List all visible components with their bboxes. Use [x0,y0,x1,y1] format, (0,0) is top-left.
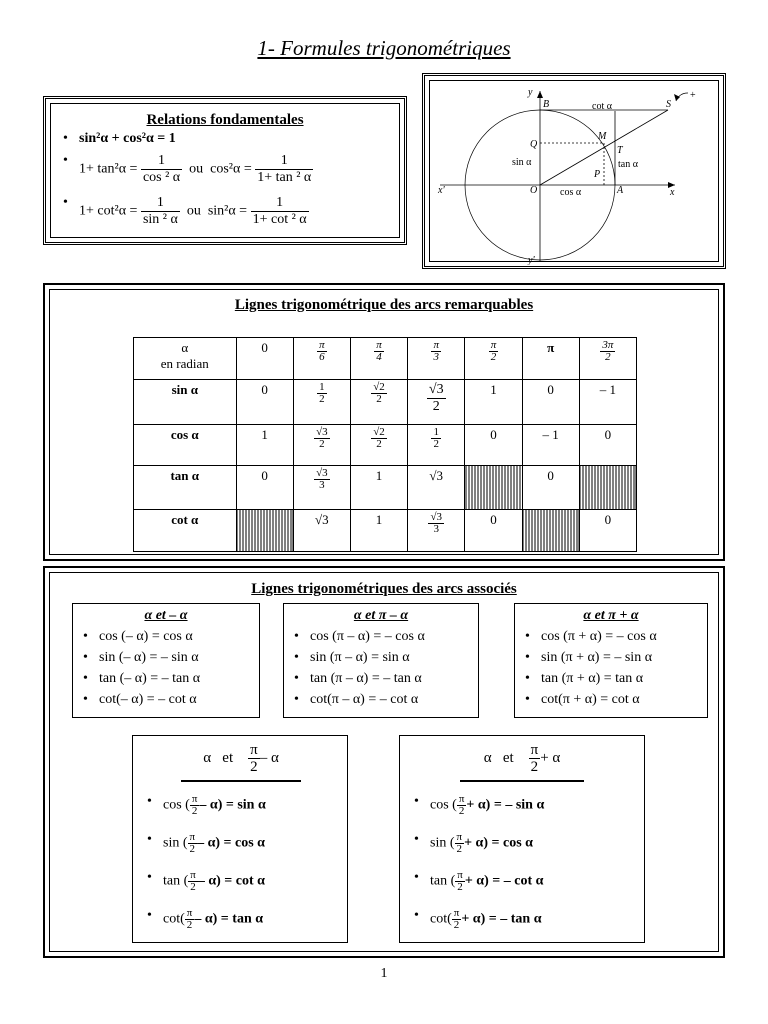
list-item: • cot(π – α) = – cot α [290,689,472,710]
label-x: x [670,187,675,198]
list-item: • tan ( $\frac{\pi}{2}$ – α) = cot α [143,870,266,908]
undefined-cell [236,510,293,552]
list-item: • sin (π – α) = sin α [290,647,472,668]
list-item: • cot(π + α) = cot α [521,689,701,710]
fundamental-heading: Relations fondamentales [146,112,304,128]
label-P: P [594,169,601,180]
associated-heading: Lignes trigonométriques des arcs associés [251,581,517,597]
table-row: α en radian 0 $\frac{\pi}{6}$ $\frac{\pi}{4}$ $\frac{\pi}{3}$ $\frac{\pi}{2}$ π $\frac{3\pi}{2}$ [134,338,637,380]
label-M: M [598,131,607,142]
assoc-box-half-pi-minus-alpha: α et $\frac{\pi}{2}$ – α • cos ( $\frac{\pi}{2}$ – α) = sin α • sin ( $\frac{\pi}{2}$ – α) = cos α • tan ( $\frac{\pi}{2}$ – α) = cot α • cot( $\frac{\pi}{2}$ – α) = tan α [132,735,348,943]
label-tan: tan α [618,159,638,170]
label-S: S [666,99,671,110]
relation-3: • 1+ cot²α = $\frac{1}{\text{sin ² α}}$ ou sin²α = $\frac{1}{\text{1+ cot ² α}}$ [59,195,391,235]
label-y: y [528,87,533,98]
list-item: • tan (π + α) = tan α [521,668,701,689]
list-item: • tan (– α) = – tan α [79,668,253,689]
table-row: cos α 1 $\frac{√3}{2}$ $\frac{√2}{2}$ $\frac{1}{2}$ 0 – 1 0 [134,425,637,466]
remarkable-heading: Lignes trigonométrique des arcs remarquables [234,297,534,313]
relation-1: • sin²α + cos²α = 1 [59,131,391,153]
list-item: • sin ( $\frac{\pi}{2}$ + α) = cos α [410,832,544,870]
associated-arcs-box [43,566,725,958]
label-B: B [543,99,550,110]
label-orientation: + [690,90,696,101]
undefined-cell [579,466,636,510]
fundamental-relations-box [43,96,407,245]
undefined-cell [465,466,522,510]
assoc-box-half-pi-plus-alpha: α et $\frac{\pi}{2}$ + α • cos ( $\frac{\pi}{2}$ + α) = – sin α • sin ( $\frac{\pi}{2}$ + α) = cos α • tan ( $\frac{\pi}{2}$ + α) = – cot α • cot( $\frac{\pi}{2}$ + α) = – tan α [399,735,645,943]
table-row: sin α 0 $\frac{1}{2}$ $\frac{√2}{2}$ $\frac{√3}{2}$ 1 0 – 1 [134,380,637,425]
trig-circle-box [422,73,726,269]
list-item: • sin (π + α) = – sin α [521,647,701,668]
page-title: 1- Formules trigonométriques [257,36,511,60]
list-item: • cos ( $\frac{\pi}{2}$ – α) = sin α [143,794,266,832]
list-item: • tan (π – α) = – tan α [290,668,472,689]
page-number: 1 [380,966,388,981]
label-Q: Q [530,139,538,150]
list-item: • sin (– α) = – sin α [79,647,253,668]
list-item: • cos ( $\frac{\pi}{2}$ + α) = – sin α [410,794,544,832]
label-sin: sin α [512,157,532,168]
table-row: tan α 0 $\frac{√3}{3}$ 1 √3 0 [134,466,637,510]
list-item: • cot( $\frac{\pi}{2}$ + α) = – tan α [410,908,544,946]
list-item: • cos (π – α) = – cos α [290,626,472,647]
remarkable-arcs-box [43,283,725,561]
assoc-box-pi-plus-alpha: α et π + α • cos (π + α) = – cos α • sin (π + α) = – sin α • tan (π + α) = tan α • cot(π + α) = cot α [514,603,708,718]
remarkable-table [133,337,637,552]
label-cos: cos α [560,187,582,198]
list-item: • sin ( $\frac{\pi}{2}$ – α) = cos α [143,832,266,870]
trig-circle-diagram [430,81,722,265]
label-O: O [530,185,538,196]
list-item: • tan ( $\frac{\pi}{2}$ + α) = – cot α [410,870,544,908]
label-A: A [617,185,624,196]
label-xprime: x' [438,185,445,196]
label-T: T [617,145,623,156]
list-item: • cot( $\frac{\pi}{2}$ – α) = tan α [143,908,266,946]
list-item: • cot(– α) = – cot α [79,689,253,710]
label-yprime: y' [528,255,535,265]
table-row: cot α √3 1 $\frac{√3}{3}$ 0 0 [134,510,637,552]
undefined-cell [522,510,579,552]
label-cot: cot α [592,101,612,112]
relation-2: • 1+ tan²α = $\frac{1}{\text{cos ² α}}$ ou cos²α = $\frac{1}{\text{1+ tan ² α}}$ [59,153,391,195]
assoc-box-minus-alpha: α et – α • cos (– α) = cos α • sin (– α) = – sin α • tan (– α) = – tan α • cot(– α) = – cot α [72,603,260,718]
list-item: • cos (– α) = cos α [79,626,253,647]
assoc-box-pi-minus-alpha: α et π – α • cos (π – α) = – cos α • sin (π – α) = sin α • tan (π – α) = – tan α • cot(π – α) = – cot α [283,603,479,718]
list-item: • cos (π + α) = – cos α [521,626,701,647]
